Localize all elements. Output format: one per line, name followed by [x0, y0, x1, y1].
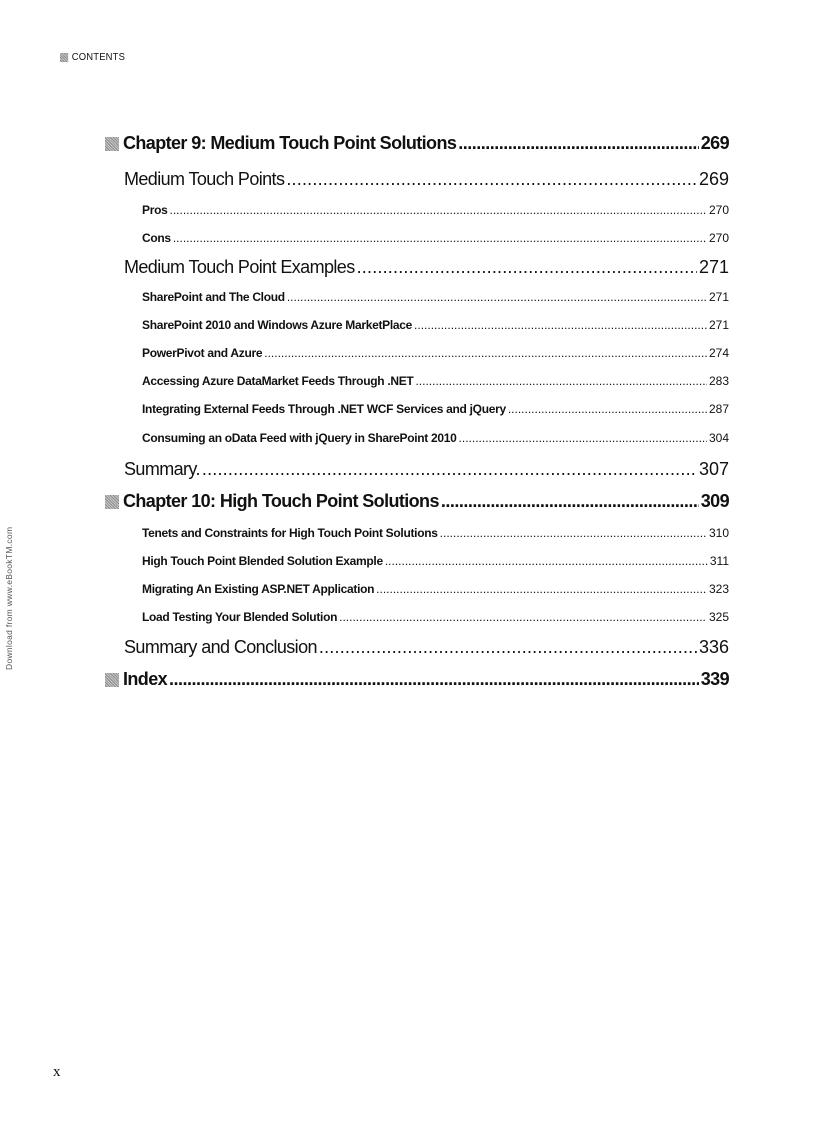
- toc-subsection-blended-solution-example[interactable]: [105, 554, 729, 568]
- dot-leader: [339, 610, 707, 624]
- toc-subsection-migrating-aspnet[interactable]: [105, 582, 729, 596]
- toc-entry-page: 287: [708, 402, 729, 416]
- toc-index[interactable]: [105, 669, 729, 690]
- toc-section-medium-touch-point-examples[interactable]: [105, 257, 729, 278]
- toc-entry-page: 323: [708, 582, 729, 596]
- running-head-text: CONTENTS: [71, 51, 126, 63]
- toc-entry-title: SharePoint and The Cloud: [142, 290, 285, 304]
- dot-leader: [376, 582, 707, 596]
- square-bullet-icon: [105, 495, 119, 509]
- toc-entry-title: Migrating An Existing ASP.NET Application: [142, 582, 375, 596]
- square-bullet-icon: [105, 673, 119, 687]
- toc-entry-title: Accessing Azure DataMarket Feeds Through .NET: [142, 374, 414, 388]
- dot-leader: [440, 526, 707, 540]
- toc-subsection-external-feeds-wcf-jquery[interactable]: [105, 402, 729, 416]
- toc-entry-title: Chapter 9: Medium Touch Point Solutions: [123, 133, 457, 153]
- toc-entry-page: 339: [700, 669, 729, 689]
- toc-entry-page: 310: [708, 526, 729, 540]
- dot-leader: [458, 133, 699, 154]
- toc-entry-page: 269: [700, 133, 729, 153]
- toc-entry-page: 271: [708, 318, 729, 332]
- dot-leader: [169, 669, 699, 690]
- side-watermark-text: Download from www.eBookTM.com: [4, 526, 14, 670]
- dot-leader: [415, 374, 707, 388]
- running-head: [60, 51, 125, 63]
- square-bullet-icon: [60, 53, 68, 62]
- toc-section-summary[interactable]: [105, 459, 729, 480]
- toc-entry-page: 269: [698, 169, 729, 189]
- toc-subsection-powerpivot-azure[interactable]: [105, 346, 729, 360]
- toc-entry-title: Tenets and Constraints for High Touch Point Solutions: [142, 526, 438, 540]
- toc-entry-title: Index: [123, 669, 168, 689]
- toc-subsection-azure-datamarket-feeds[interactable]: [105, 374, 729, 388]
- dot-leader: [459, 431, 707, 445]
- dot-leader: [441, 491, 699, 512]
- dot-leader: [385, 554, 708, 568]
- toc-entry-page: 283: [708, 374, 729, 388]
- toc-subsection-sharepoint-cloud[interactable]: [105, 290, 729, 304]
- dot-leader: [173, 231, 707, 245]
- toc-entry-title: Medium Touch Points: [124, 169, 285, 189]
- dot-leader: [357, 257, 697, 278]
- toc-section-summary-conclusion[interactable]: [105, 637, 729, 658]
- toc-entry-title: Pros: [142, 203, 168, 217]
- toc-entry-page: 304: [708, 431, 729, 445]
- toc-entry-page: 336: [698, 637, 729, 657]
- dot-leader: [319, 637, 697, 658]
- dot-leader: [287, 290, 707, 304]
- toc-entry-page: 307: [698, 459, 729, 479]
- toc-entry-title: Summary.: [124, 459, 200, 479]
- toc-entry-title: Integrating External Feeds Through .NET WCF Services and jQuery: [142, 402, 506, 416]
- toc-entry-page: 311: [709, 554, 729, 568]
- toc-entry-page: 270: [708, 231, 729, 245]
- toc-subsection-cons[interactable]: [105, 231, 729, 245]
- toc-entry-page: 309: [700, 491, 729, 511]
- toc-chapter-10[interactable]: [105, 491, 729, 512]
- toc-entry-title: Cons: [142, 231, 171, 245]
- toc-entry-page: 274: [708, 346, 729, 360]
- toc-subsection-pros[interactable]: [105, 203, 729, 217]
- toc-entry-title: Load Testing Your Blended Solution: [142, 610, 338, 624]
- toc-chapter-9[interactable]: [105, 133, 729, 154]
- toc-entry-title: SharePoint 2010 and Windows Azure MarketPlace: [142, 318, 413, 332]
- dot-leader: [508, 402, 707, 416]
- dot-leader: [414, 318, 707, 332]
- toc-entry-page: 271: [708, 290, 729, 304]
- square-bullet-icon: [105, 137, 119, 151]
- toc-subsection-load-testing[interactable]: [105, 610, 729, 624]
- toc-entry-title: PowerPivot and Azure: [142, 346, 263, 360]
- toc-subsection-odata-feed-jquery[interactable]: [105, 431, 729, 445]
- toc-entry-title: Summary and Conclusion: [124, 637, 317, 657]
- toc-entry-title: Chapter 10: High Touch Point Solutions: [123, 491, 439, 511]
- toc-entry-page: 271: [698, 257, 729, 277]
- toc-section-medium-touch-points[interactable]: [105, 169, 729, 190]
- toc-entry-title: High Touch Point Blended Solution Example: [142, 554, 383, 568]
- toc-subsection-tenets-constraints[interactable]: [105, 526, 729, 540]
- toc-entry-title: Consuming an oData Feed with jQuery in SharePoint 2010: [142, 431, 457, 445]
- page-number: x: [53, 1064, 61, 1080]
- toc-entry-title: Medium Touch Point Examples: [124, 257, 355, 277]
- dot-leader: [264, 346, 707, 360]
- dot-leader: [169, 203, 706, 217]
- dot-leader: [286, 169, 697, 190]
- toc-entry-page: 325: [708, 610, 729, 624]
- toc-entry-page: 270: [708, 203, 729, 217]
- toc-subsection-sharepoint-azure-marketplace[interactable]: [105, 318, 729, 332]
- dot-leader: [202, 459, 697, 480]
